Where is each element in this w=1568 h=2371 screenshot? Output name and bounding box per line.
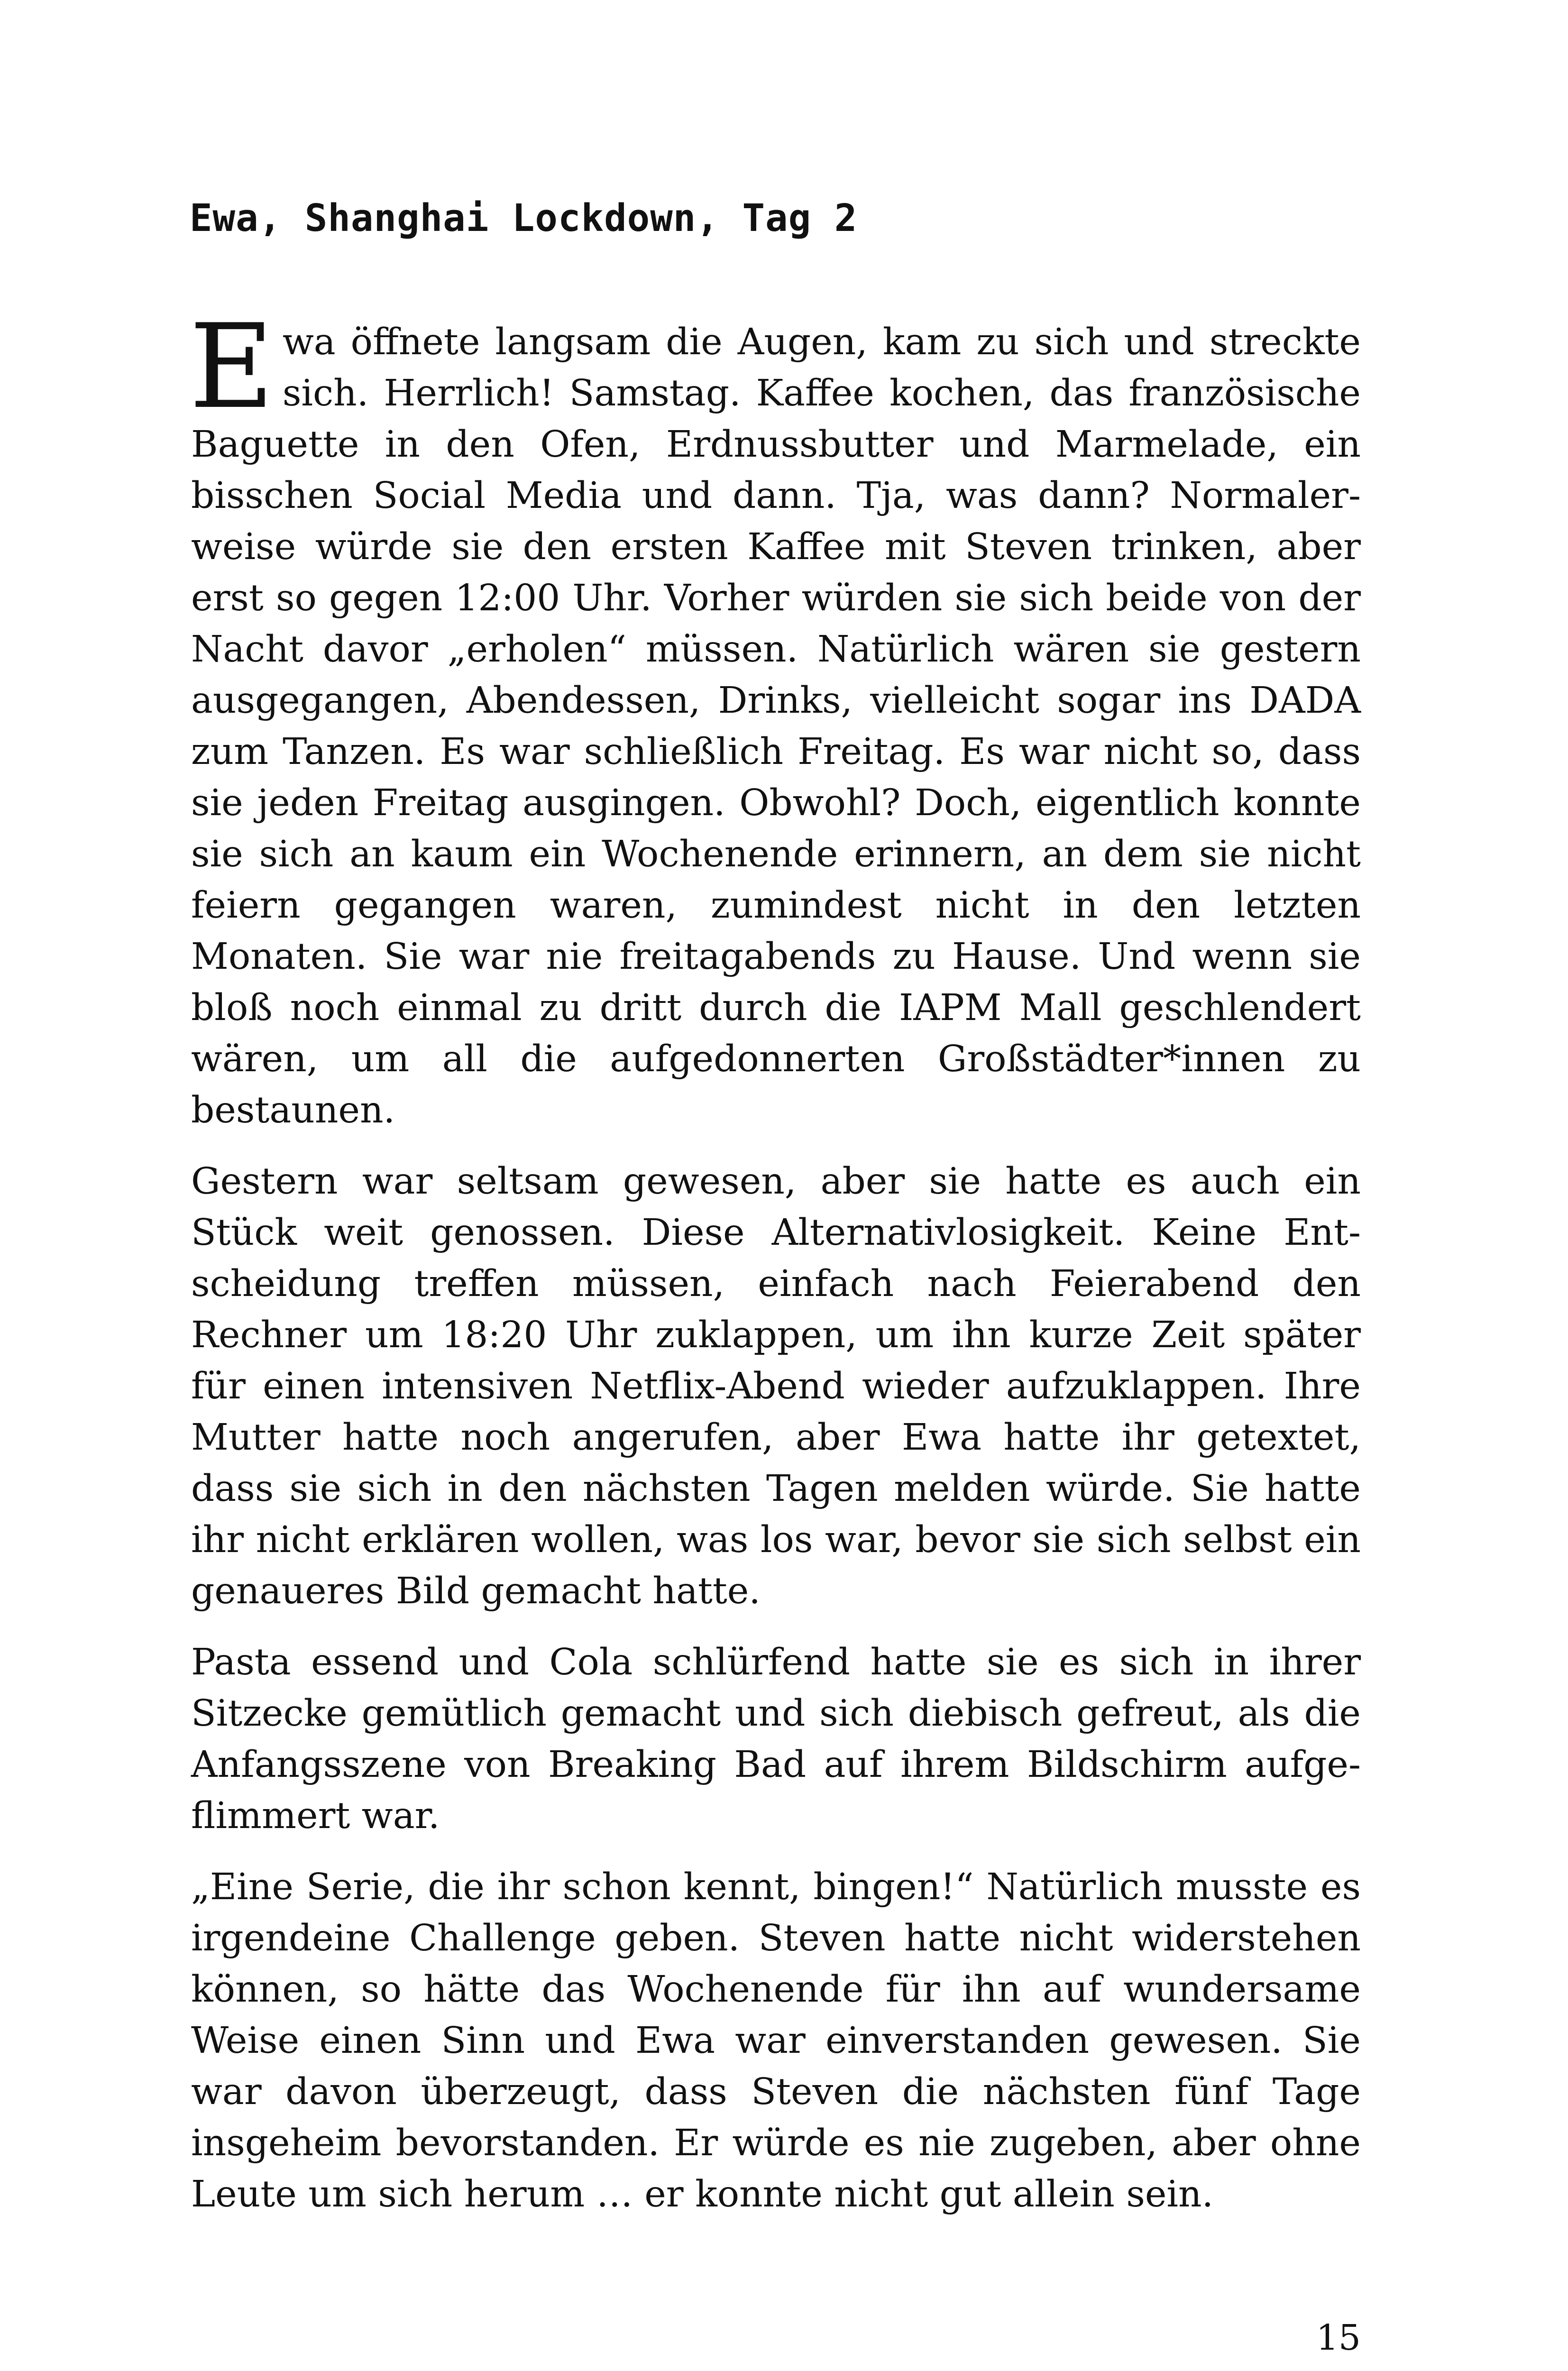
page-number: 15 [1316,2317,1361,2358]
paragraph-4: „Eine Serie, die ihr schon kennt, bingen!“ Natürlich musste es irgendeine Challenge geben. Steven hatte nicht widerstehen können, so hätte das Wochenende für ihn auf wundersame Weise einen Sinn und Ewa war einverstanden gewesen. Sie war davon überzeugt, dass Steven die nächsten fünf Tage insgeheim bevorstanden. Er würde es nie zugeben, aber ohne Leute um sich herum … er konnte nicht gut allein sein. [191,1866,1361,2215]
drop-cap-letter: E [189,299,274,434]
paragraph-2: Gestern war seltsam gewesen, aber sie hatte es auch ein Stück weit genossen. Diese Alternativlosigkeit. Keine Entscheidung treffen müssen, einfach nach Feierabend den Rechner um 18:20 Uhr zuklappen, um ihn kurze Zeit später für einen intensiven Netflix-Abend wieder aufzuklappen. Ihre Mutter hatte noch angerufen, aber Ewa hatte ihr getextet, dass sie sich in den nächsten Tagen melden würde. Sie hatte ihr nicht erklären wollen, was los war, bevor sie sich selbst ein genaueres Bild gemacht hatte. [191,1160,1361,1612]
chapter-title: Ewa, Shanghai Lockdown, Tag 2 [190,196,858,240]
paragraph-3: Pasta essend und Cola schlürfend hatte sie es sich in ihrer Sitzecke gemütlich gemacht und sich diebisch gefreut, als die Anfangsszene von Breaking Bad auf ihrem Bildschirm aufgeflimmert war. [191,1641,1361,1837]
body-text [189,299,1361,2240]
paragraph-1 [189,299,1361,1136]
paragraph-1-text: wa öffnete langsam die Augen, kam zu sich und streckte sich. Herrlich! Samstag. Kaffee kochen, das französische Baguette in den Ofen, Erdnussbutter und Marmelade, ein bisschen Social Media und dann. Tja, was dann? Normalerweise würde sie den ersten Kaffee mit Steven trinken, aber erst so gegen 12:00 Uhr. Vorher würden sie sich beide von der Nacht davor „erholen“ müssen. Natürlich wären sie gestern ausgegangen, Abendessen, Drinks, vielleicht sogar ins DADA zum Tanzen. Es war schließlich Freitag. Es war nicht so, dass sie jeden Freitag ausgingen. Obwohl? Doch, eigentlich konnte sie sich an kaum ein Wochenende erinnern, an dem sie nicht feiern gegangen waren, zumindest nicht in den letzten Monaten. Sie war nie freitagabends zu Hause. Und wenn sie bloß noch einmal zu dritt durch die IAPM Mall geschlendert wären, um all die aufgedonnerten Großstädter*innen zu bestaunen. [191,321,1361,1131]
